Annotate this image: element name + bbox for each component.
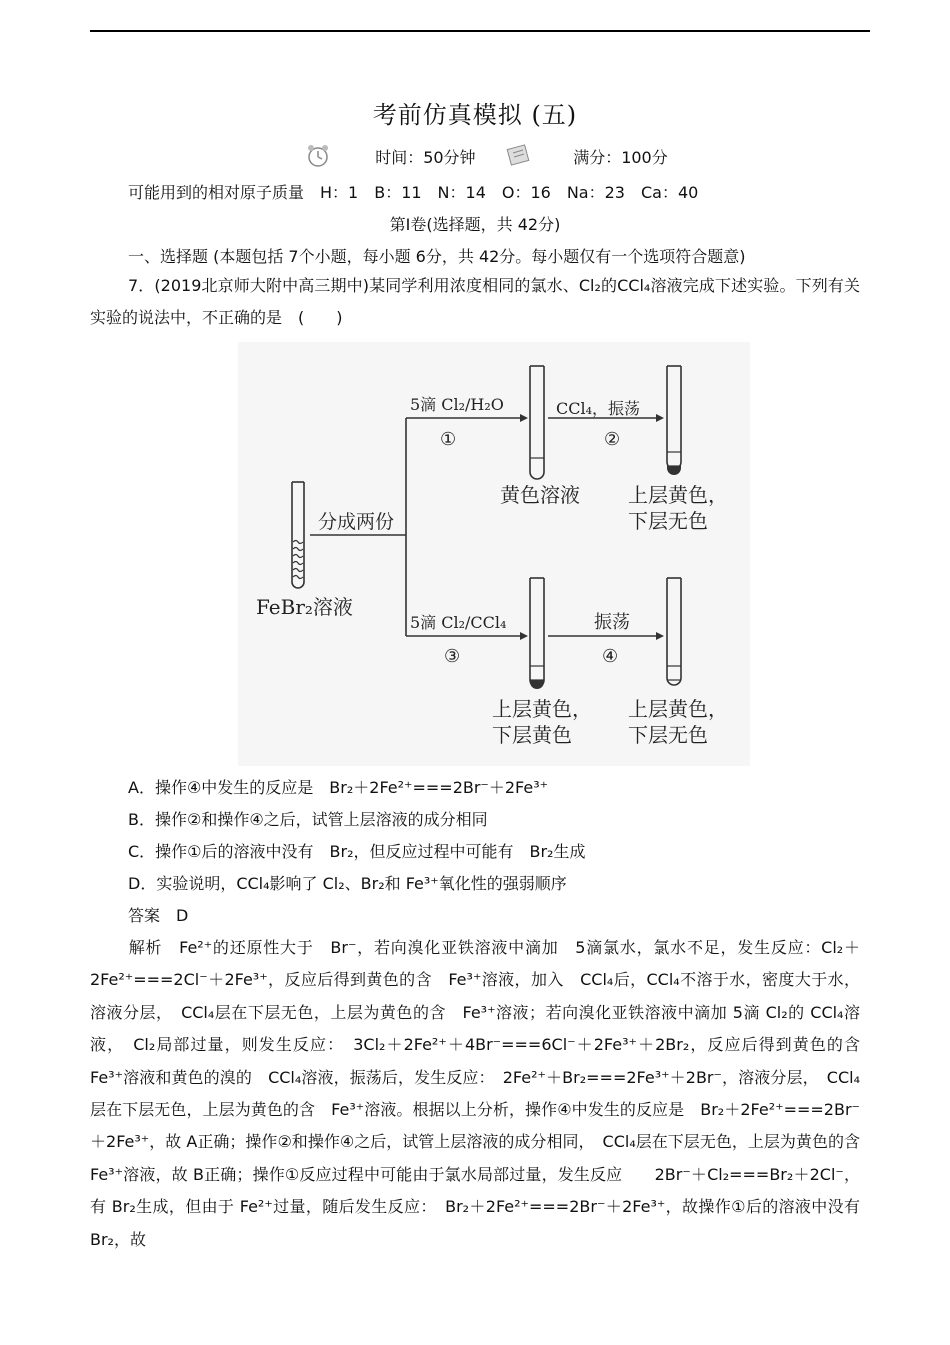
label-bottom-mid-2: 下层黄色	[492, 723, 572, 747]
label-bottom-mid-1: 上层黄色，	[492, 697, 592, 721]
experiment-diagram	[238, 342, 750, 766]
clock-icon	[305, 143, 331, 174]
label-top-op: CCl₄，振荡	[556, 399, 641, 418]
label-step1: ①	[440, 429, 457, 450]
option-b: B．操作②和操作④之后，试管上层溶液的成分相同	[128, 810, 488, 829]
meta-line	[305, 143, 476, 174]
question-text: 7．(2019北京师大附中高三期中)某同学利用浓度相同的氯水、Cl₂的CCl₄溶液完成下述实验。下列有关实验的说法中，不正确的是 ( )	[90, 276, 860, 328]
label-split: 分成两份	[318, 511, 395, 533]
paper-icon	[505, 143, 533, 174]
answer: 答案 D	[128, 906, 189, 925]
analysis	[90, 932, 877, 1256]
label-top-reagent: 5滴 Cl₂/H₂O	[410, 395, 504, 414]
tube-bottom-mid	[530, 578, 544, 687]
full-score: 满分：100分	[573, 148, 668, 167]
atomic-masses: 可能用到的相对原子质量 H：1 B：11 N：14 O：16 Na：23 Ca：40	[128, 183, 699, 202]
top-rule	[90, 30, 870, 32]
analysis-text: 解析 Fe²⁺的还原性大于 Br⁻，若向溴化亚铁溶液中滴加 5滴氯水，氯水不足，发生反应：Cl₂＋2Fe²⁺===2Cl⁻＋2Fe³⁺，反应后得到黄色的含 Fe³⁺溶液，加入 CCl₄后，CCl₄不溶于水，密度大于水，溶液分层， CCl₄层在下层无色，上层为黄色的含 Fe³⁺溶液；若向溴化亚铁溶液中滴加 5滴 Cl₂的 CCl₄溶液， Cl₂局部过量，则发生反应： 3Cl₂＋2Fe²⁺＋4Br⁻===6Cl⁻＋2Fe³⁺＋2Br₂，反应后得到黄色的含 Fe³⁺溶液和黄色的溴的 CCl₄溶液，振荡后，发生反应： 2Fe²⁺＋Br₂===2Fe³⁺＋2Br⁻，溶液分层， CCl₄层在下层无色，上层为黄色的含 Fe³⁺溶液。根据以上分析，操作④中发生的反应是 Br₂＋2Fe²⁺===2Br⁻＋2Fe³⁺，故 A正确；操作②和操作④之后，试管上层溶液的成分相同， CCl₄层在下层无色，上层为黄色的含 Fe³⁺溶液，故 B正确；操作①反应过程中可能由于氯水局部过量，发生反应 2Br⁻＋Cl₂===Br₂＋2Cl⁻，有 Br₂生成，但由于 Fe²⁺过量，随后发生反应： Br₂＋2Fe²⁺===2Br⁻＋2Fe³⁺，故操作①后的溶液中没有 Br₂，故	[90, 938, 877, 1249]
time-limit: 时间：50分钟	[375, 148, 476, 167]
tube-top-mid	[530, 366, 544, 479]
label-top-mid-result: 黄色溶液	[500, 483, 580, 507]
volume-heading: 第Ⅰ卷(选择题，共 42分)	[389, 215, 561, 234]
label-febr2: FeBr₂溶液	[256, 595, 353, 619]
label-bottom-reagent: 5滴 Cl₂/CCl₄	[410, 613, 507, 632]
option-a: A．操作④中发生的反应是 Br₂＋2Fe²⁺===2Br⁻＋2Fe³⁺	[128, 778, 549, 797]
label-step2: ②	[604, 429, 621, 450]
tube-top-end	[667, 366, 681, 469]
tube-bottom-end	[667, 578, 681, 685]
section-heading: 一、选择题 (本题包括 7个小题，每小题 6分，共 42分。每小题仅有一个选项符合题意)	[128, 247, 746, 266]
label-step4: ④	[602, 646, 619, 667]
option-c: C．操作①后的溶液中没有 Br₂，但反应过程中可能有 Br₂生成	[128, 842, 586, 861]
label-top-end-1: 上层黄色，	[628, 483, 728, 507]
score-line	[505, 143, 668, 174]
label-step3: ③	[444, 646, 461, 667]
label-top-end-2: 下层无色	[628, 509, 708, 533]
question-stem	[90, 270, 860, 335]
label-bottom-end-1: 上层黄色，	[628, 697, 728, 721]
page-title: 考前仿真模拟 (五)	[372, 101, 578, 129]
label-bottom-end-2: 下层无色	[628, 723, 708, 747]
tube-febr2	[292, 482, 304, 588]
option-d: D．实验说明，CCl₄影响了 Cl₂、Br₂和 Fe³⁺氧化性的强弱顺序	[128, 874, 567, 893]
label-bottom-op: 振荡	[594, 612, 630, 633]
